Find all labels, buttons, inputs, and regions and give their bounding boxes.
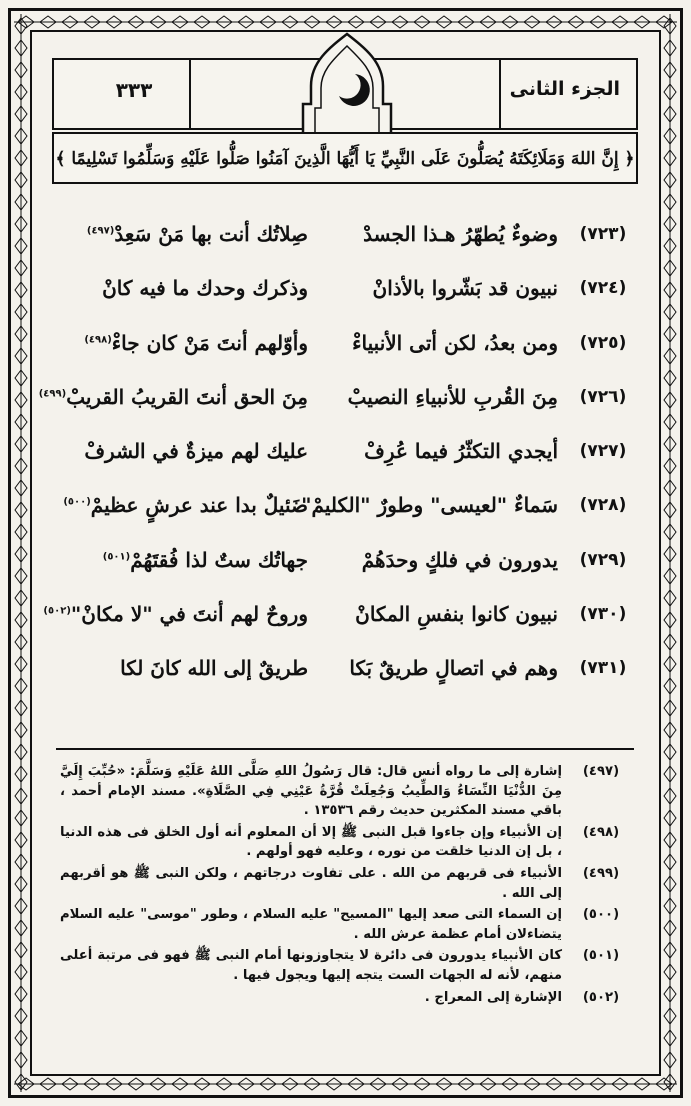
verse-number: (٧٢٧) (579, 441, 627, 462)
verse-number: (٧٢٨) (579, 495, 627, 516)
footnote-number: (٥٠٠) (582, 907, 620, 923)
poem-row (58, 540, 638, 594)
poem-row (58, 214, 638, 268)
footnote (60, 988, 634, 1008)
first-hemistich: نبيون كانوا بنفسِ المكانْ (355, 602, 558, 627)
first-hemistich: سَماءٌ "لعيسى" وطورٌ "الكليمْ" (301, 493, 558, 518)
footnote-text: كان الأنبياء يدورون فى دائرة لا يتجاوزونها أمام النبى ﷺ فهو فى مرتبة أعلى منهم، لأنه له الجهات الست يتجه إليها ويجول فيها . (60, 948, 562, 983)
header-divider-right (499, 60, 501, 128)
second-hemistich (58, 331, 308, 355)
verse-number: (٧٢٥) (579, 332, 627, 353)
second-hemistich (58, 276, 308, 300)
page-number: ٣٣٣ (115, 78, 153, 102)
poem-row (58, 648, 638, 702)
verse-number: (٧٢٣) (579, 224, 627, 244)
poem-row (38, 377, 638, 431)
footnote-ref: (٤٩٨) (84, 333, 112, 345)
first-hemistich: مِنَ القُربِ للأنبياءِ النصيبْ (347, 384, 558, 409)
footnotes (60, 762, 634, 1009)
poem-row (58, 323, 638, 377)
poem (38, 214, 638, 703)
crescent-arch-ornament (297, 26, 397, 134)
footnote-ref: (٤٩٩) (38, 388, 67, 400)
second-hemistich-text: طريقٌ إلى الله كانَ لكا (120, 656, 308, 681)
footnote-text: إشارة إلى ما رواه أنس قال: قال رَسُولُ اللهِ صَلَّى اللهُ عَلَيْهِ وَسَلَّمَ: «حُبِّبَ إِلَيَّ مِنَ الدُّنْيَا النِّسَاءُ وَالطِّيبُ وَجُعِلَتْ قُرَّةُ عَيْنِي فِي الصَّلَاةِ». مسند الإمام أحمد ، باقي مسند المكثرين حديث رقم ١٣٥٣٦ . (60, 764, 562, 819)
second-hemistich-text: ضَئيلٌ بدا عند عرشٍ عظيمْ (90, 493, 308, 518)
second-hemistich (58, 548, 308, 572)
footnote-ref: (٥٠٢) (43, 605, 71, 617)
verse-number: (٧٣١) (579, 658, 627, 679)
footnote-number: (٥٠٢) (582, 989, 620, 1005)
footnote-divider (56, 748, 634, 750)
poem-row (43, 594, 638, 648)
quran-verse-banner (52, 132, 638, 184)
first-hemistich: يدورون في فلكٍ وحدَهُمْ (361, 547, 558, 572)
border-ornament-bottom (14, 1075, 677, 1093)
footnote-ref: (٥٠١) (102, 551, 131, 563)
verse-number: (٧٢٤) (579, 278, 627, 299)
footnote-number: (٤٩٨) (582, 824, 620, 840)
footnote-ref: (٤٩٧) (86, 225, 115, 237)
second-hemistich-text: وذكرك وحدك ما فيه كانْ (102, 276, 308, 301)
poem-row (58, 431, 638, 485)
second-hemistich-text: جهاتُك ستٌ لذا فُقتَهُمْ (130, 547, 308, 572)
quran-verse: ﴿ إِنَّ اللهَ وَمَلَائِكَتَهُ يُصَلُّونَ عَلَى النَّبِيِّ يَا أَيُّهَا الَّذِينَ آمَنُوا صَلُّوا عَلَيْهِ وَسَلِّمُوا تَسْلِيمًا ﴾ (55, 148, 635, 169)
first-hemistich: أيجدي التكثّرُ فيما عُرِفْ (364, 439, 558, 464)
second-hemistich (38, 384, 308, 409)
second-hemistich (58, 439, 308, 463)
footnote-number: (٤٩٧) (582, 764, 620, 779)
second-hemistich (58, 493, 308, 517)
second-hemistich-text: عليك لهم ميزةٌ في الشرفْ (84, 439, 308, 464)
border-ornament-left (12, 14, 30, 1092)
first-hemistich: نبيون قد بَشّروا بالأذانْ (372, 276, 558, 301)
second-hemistich (43, 602, 308, 627)
footnote-text: إن السماء التى صعد إليها "المسيح" عليه السلام ، وطور "موسى" عليه السلام يتضاءلان أمام عظمة عرش الله . (60, 907, 562, 942)
verse-number: (٧٢٦) (579, 386, 627, 407)
footnote-text: إن الأنبياء وإن جاءوا قبل النبى ﷺ إلا أن المعلوم أنه أول الخلق فى هذه الدنيا ، بل إن الدنيا خلقت من نوره ، وعليه فهو أولهم . (60, 824, 562, 860)
second-hemistich-text: صِلاتُك أنت بها مَنْ سَعِدْ (114, 222, 308, 246)
first-hemistich: وهم في اتصالٍ طريقٌ بَكا (349, 656, 558, 681)
second-hemistich-text: مِنَ الحق أنتَ القريبُ القريبْ (66, 384, 308, 409)
verse-number: (٧٢٩) (579, 549, 627, 570)
footnote-number: (٥٠١) (582, 948, 620, 964)
footnote-text: الإشارة إلى المعراج . (424, 989, 562, 1005)
part-title: الجزء الثانى (509, 78, 620, 100)
first-hemistich: ومن بعدُ، لكن أتى الأنبياءْ (352, 330, 558, 355)
first-hemistich: وضوءٌ يُطهّرُ هـذا الجسدْ (363, 222, 558, 246)
verse-number: (٧٣٠) (579, 604, 627, 625)
second-hemistich-text: وأوّلهم أنتَ مَنْ كان جاءْ (111, 330, 308, 355)
footnote-ref: (٥٠٠) (63, 496, 91, 508)
poem-row (58, 268, 638, 322)
footnote (60, 946, 634, 985)
footnote-text: الأنبياء فى قربهم من الله . على تفاوت درجاتهم ، ولكن النبى ﷺ هو أقربهم إلى الله . (60, 865, 562, 901)
poem-row (58, 485, 638, 539)
footnote-number: (٤٩٩) (582, 865, 620, 881)
second-hemistich (58, 222, 308, 246)
second-hemistich-text: وروحٌ لهم أنتَ في "لا مكانْ" (70, 602, 308, 627)
footnote (60, 823, 634, 862)
footnote (60, 905, 634, 944)
second-hemistich (58, 656, 308, 680)
footnote (60, 864, 634, 903)
border-ornament-right (661, 14, 679, 1092)
footnote (60, 762, 634, 821)
